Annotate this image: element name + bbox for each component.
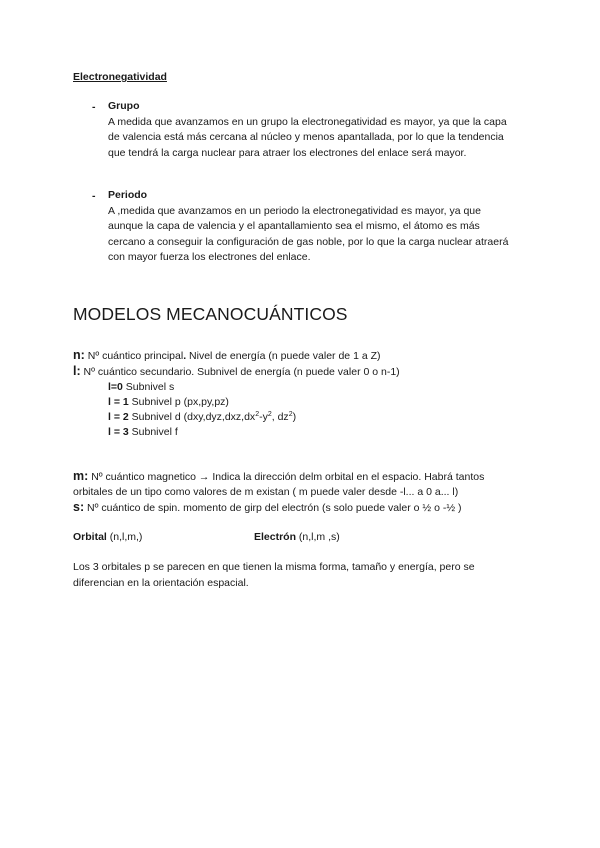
superscript: 2 (255, 411, 260, 418)
sublevel-text-part: ) (292, 411, 297, 423)
quantum-m-line2: orbitales de un tipo como valores de m existan ( m puede valer desde -l... a 0 a... l) (73, 486, 459, 498)
sublevel-text: Subnivel d (dxy,dyz,dxz,dx (128, 411, 256, 423)
sublevel-item (108, 425, 178, 440)
quantum-m-text: Nº cuántico magnetico → Indica la dirección delm orbital en el espacio. Habrá tantos (88, 471, 485, 483)
sublevel-text: Subnivel f (128, 426, 178, 438)
quantum-m-line (73, 469, 484, 485)
sublevel-item (108, 380, 174, 395)
superscript: 2 (267, 411, 272, 418)
orbital-label: Orbital (73, 531, 107, 543)
electron-label: Electrón (254, 531, 297, 543)
sublevel-label: l = 3 (108, 426, 129, 438)
bullet-dash: - (92, 101, 96, 113)
section-title-electronegatividad: Electronegatividad (73, 71, 167, 83)
bullet-dash: - (92, 190, 96, 202)
quantum-s-line (73, 500, 462, 516)
sublevel-label: l=0 (108, 381, 123, 393)
sublevel-label: l = 1 (108, 396, 129, 408)
quantum-n-symbol: n: (73, 348, 85, 362)
sublevel-item (108, 395, 229, 410)
section-title-modelos: MODELOS MECANOCUÁNTICOS (73, 304, 348, 324)
quantum-l-line (73, 364, 400, 380)
electron-definition (254, 530, 340, 545)
sublevel-text: Subnivel p (px,py,pz) (128, 396, 229, 408)
quantum-l-text: Nº cuántico secundario. Subnivel de energía (n puede valer 0 o n-1) (80, 366, 400, 378)
sublevel-label: l = 2 (108, 411, 129, 423)
quantum-n-rest: Nivel de energía (n puede valer de 1 a Z) (186, 350, 381, 362)
bullet-text-periodo: A ,medida que avanzamos en un periodo la electronegatividad es mayor, ya que aunque la capa de valencia y el apantallamiento sea el mismo, el átomo es más cercano a conseguir la configuración de gas noble, por lo que la carga nuclear atraerá con mayor fuerza los electrones del enlace. (108, 205, 509, 263)
electron-value: (n,l,m ,s) (296, 531, 340, 543)
orbital-definition (73, 530, 142, 545)
quantum-s-text: Nº cuántico de spin. momento de girp del electrón (s solo puede valer o ½ o -½ ) (84, 502, 462, 514)
quantum-n-text: Nº cuántico principal (84, 350, 184, 362)
sublevel-text-part: -y (259, 411, 268, 423)
bullet-heading-grupo: Grupo (108, 100, 140, 112)
bullet-heading-periodo: Periodo (108, 189, 148, 201)
sublevel-item (108, 410, 296, 425)
sublevel-text-part: , dz (271, 411, 289, 423)
closing-paragraph: Los 3 orbitales p se parecen en que tienen la misma forma, tamaño y energía, pero se diferencian en la orientación espacial. (73, 561, 475, 589)
quantum-s-symbol: s: (73, 500, 85, 514)
quantum-m-symbol: m: (73, 469, 89, 483)
quantum-n-dot: . (183, 350, 187, 362)
orbital-value: (n,l,m,) (106, 531, 143, 543)
quantum-l-symbol: l: (73, 364, 81, 378)
quantum-n-line (73, 348, 381, 364)
sublevel-text: Subnivel s (122, 381, 175, 393)
superscript: 2 (288, 411, 293, 418)
bullet-text-grupo: A medida que avanzamos en un grupo la electronegatividad es mayor, ya que la capa de valencia está más cercana al núcleo y menos apantallada, por lo que la tendencia que tendrá la carga nuclear para atraer los electrones del enlace será mayor. (108, 116, 507, 159)
